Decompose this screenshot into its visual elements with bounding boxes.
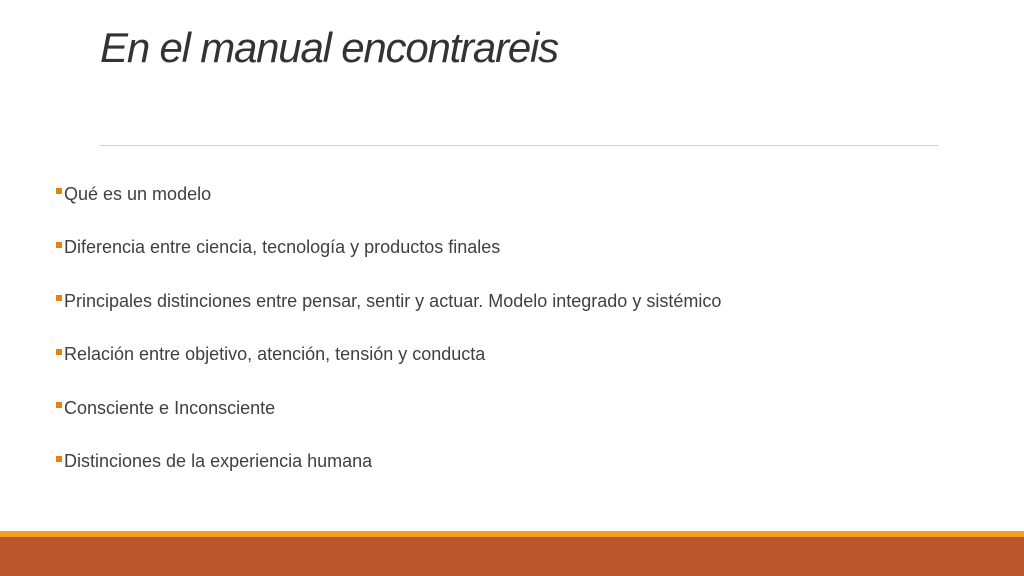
square-bullet-icon: [56, 456, 62, 462]
square-bullet-icon: [56, 295, 62, 301]
square-bullet-icon: [56, 349, 62, 355]
slide-title: En el manual encontrareis: [100, 24, 558, 71]
list-item: [56, 181, 721, 207]
bottom-band: [0, 537, 1024, 576]
bullet-text: Consciente e Inconsciente: [64, 397, 276, 418]
square-bullet-icon: [56, 402, 62, 408]
bullet-text: Diferencia entre ciencia, tecnología y productos finales: [64, 237, 501, 258]
list-item: [56, 395, 721, 421]
bullet-text: Qué es un modelo: [64, 183, 212, 204]
list-item: [56, 235, 721, 261]
bullet-text: Principales distinciones entre pensar, sentir y actuar. Modelo integrado y sistémico: [64, 290, 722, 311]
list-item: [56, 288, 721, 314]
bullet-list: [56, 181, 721, 503]
list-item: [56, 449, 721, 475]
bullet-text: Relación entre objetivo, atención, tensión y conducta: [64, 344, 486, 365]
title-divider: [100, 145, 938, 146]
square-bullet-icon: [56, 188, 62, 194]
list-item: [56, 342, 721, 368]
bullet-text: Distinciones de la experiencia humana: [64, 451, 373, 472]
square-bullet-icon: [56, 242, 62, 248]
